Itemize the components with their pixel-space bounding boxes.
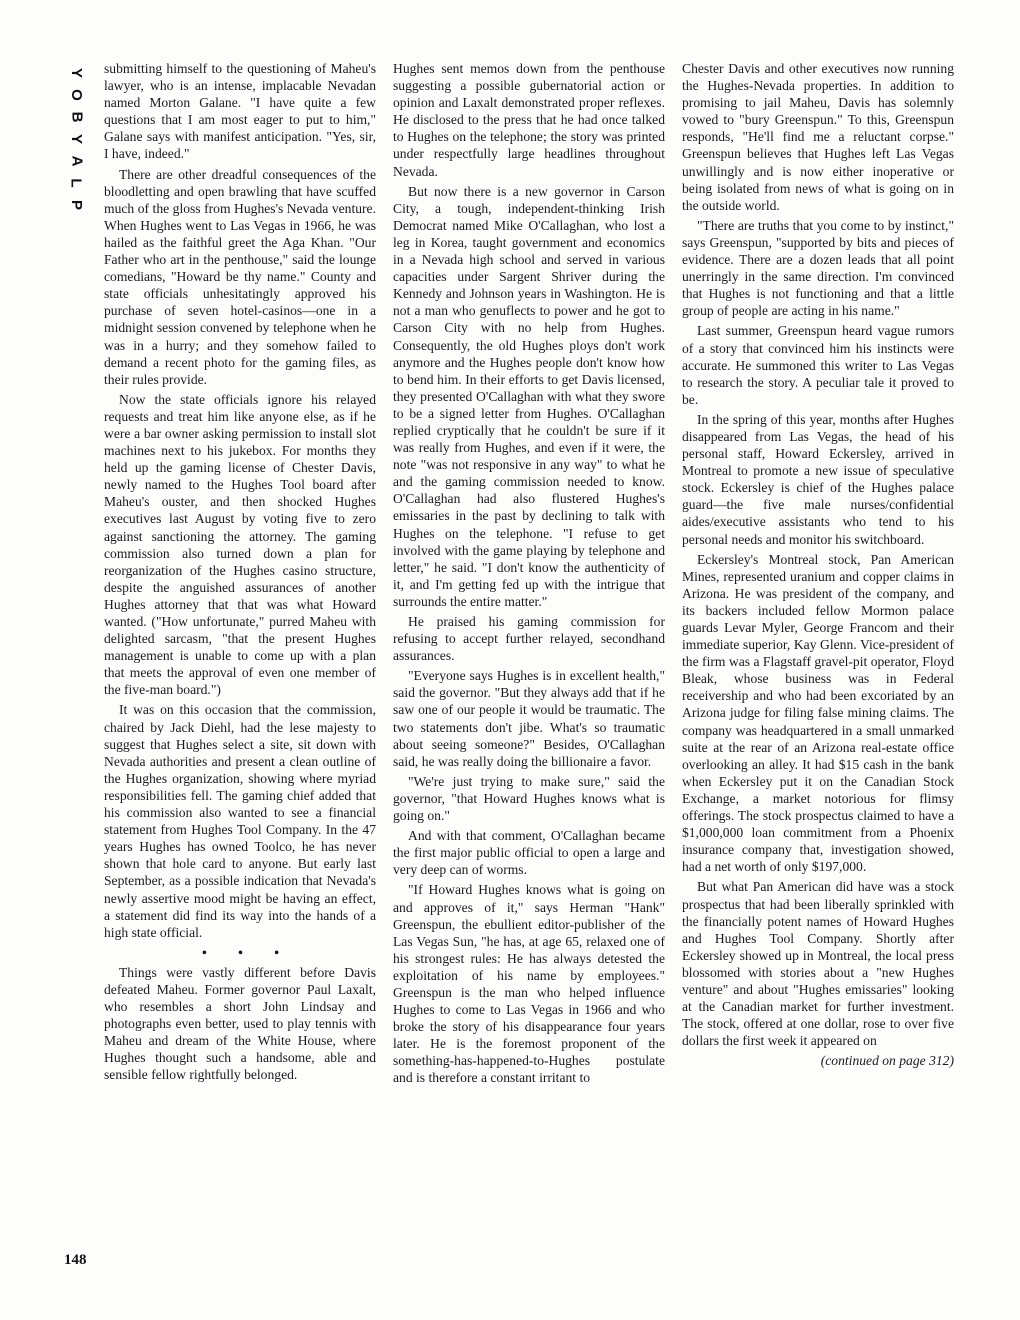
paragraph: But now there is a new governor in Carson City, a tough, independent-thinking Irish Democrat named Mike O'Callaghan, who lost a leg in Korea, taught government and economics in a Nevada high school and served in various capacities under Sargent Shriver during the Kennedy and Johnson years in Washington. He is not a man who genuflects to power and he got to Carson City with no help from Hughes. Consequently, the old Hughes ploys don't work anymore and the Hughes people don't know how to bend him. In their efforts to get Davis licensed, they presented O'Callaghan with what they swore to be a signed letter from Hughes. O'Callaghan replied cryptically that he couldn't be sure if it was really from Hughes, and even if it were, the note "was not responsive in any way" to what he and the gaming commission needed to know. O'Callaghan had also flustered Hughes's emissaries in the past by declining to talk with Hughes on the telephone. "I refuse to get involved with the game playing by telephone and letter," he said. "I don't know the authenticity of it, and I'm getting fed up with the intrigue that surrounds the entire matter.": [393, 183, 665, 609]
article-column-1: [104, 60, 376, 1087]
masthead-letter: O: [67, 89, 85, 101]
article-column-3: [682, 60, 954, 1072]
paragraph: In the spring of this year, months after Hughes disappeared from Las Vegas, the head of his personal staff, Howard Eckersley, arrived in Montreal to promote a new issue of speculative stock. Eckersley is chief of the Hughes palace guard—the five male nurses/confidential aides/executive assistants who tend to his personal needs and monitor his switchboard.: [682, 411, 954, 547]
paragraph: He praised his gaming commission for refusing to accept further relayed, secondhand assurances.: [393, 614, 665, 664]
paragraph: But what Pan American did have was a stock prospectus that had been liberally sprinkled with the financially potent names of Howard Hughes and Hughes Tool Company. Shortly after Eckersley showed up in Montreal, the local press blossomed with stories about a "new Hughes venture" and about "Hughes emissaries" looking at the Canadian market for further investment. The stock, offered at one dollar, rose to over five dollars the first week it appeared on: [682, 879, 954, 1049]
paragraph: "Everyone says Hughes is in excellent health," said the governor. "But they always add that if he saw one of our people it would be traumatic. The two statements don't jibe. What's so traumatic about seeing someone?" Besides, O'Callaghan said, he was really doing the billionaire a favor.: [393, 668, 665, 769]
masthead-letter: Y: [67, 133, 85, 145]
masthead-letter: P: [67, 199, 85, 211]
masthead-letter: A: [68, 155, 85, 167]
page-number: 148: [64, 1252, 87, 1268]
masthead-letter: L: [67, 178, 85, 188]
paragraph: Last summer, Greenspun heard vague rumors of a story that convinced him his instincts were accurate. He summoned this writer to Las Vegas to research the story. A peculiar tale it proved to be.: [682, 323, 954, 407]
paragraph: Things were vastly different before Davis defeated Maheu. Former governor Paul Laxalt, who resembles a short John Lindsay and photographs even better, used to play tennis with Maheu and dream of the White House, where Hughes thought such a handsome, able and sensible fellow rightfully belonged.: [104, 964, 376, 1083]
paragraph: "There are truths that you come to by instinct," says Greenspun, "supported by bits and pieces of evidence. There are a dozen leads that all point unerringly in the same direction. I'm convinced that Hughes is not functioning and that a little group of people are acting in his name.": [682, 217, 954, 319]
paragraph: Hughes sent memos down from the penthouse suggesting a possible gubernatorial action or opinion and Laxalt demonstrated proper reflexes. He disclosed to the press that he had once talked to Hughes on the telephone; the story was printed under respectfully large headlines throughout Nevada.: [393, 61, 665, 179]
continued-note: (continued on page 312): [820, 1053, 954, 1069]
section-separator: • • •: [201, 944, 294, 960]
paragraph: And with that comment, O'Callaghan became the first major public official to open a large and very deep can of worms.: [393, 828, 665, 878]
paragraph: It was on this occasion that the commission, chaired by Jack Diehl, had the lese majesty to suggest that Hughes select a site, sit down with Nevada authorities and present a clean outline of the Hughes organization, showing where myriad responsibilities fell. The gaming chief added that his commission also wanted to see a financial statement from Hughes Tool Company. In the 47 years Hughes has owned Toolco, he has never shown that hole card to anyone. But early last September, as a possible indication that Nevada's newly assertive mood might be having an effect, a statement did find its way into the hands of a high state official.: [104, 702, 376, 940]
masthead-letter: Y: [67, 67, 85, 79]
article-column-2: [393, 60, 665, 1090]
paragraph: submitting himself to the questioning of Maheu's lawyer, who is an intense, implacable Nevadan named Morton Galane. "I have quite a few questions that I am most eager to put to him," Galane says with manifest anticipation. "Yes, sir, I have, indeed.": [104, 61, 376, 162]
paragraph: There are other dreadful consequences of the bloodletting and open brawling that have scuffed much of the gloss from Hughes's Nevada venture. When Hughes went to Las Vegas in 1966, he was hailed as the faithful greet the Aga Khan. "Our Father who art in the penthouse," said the lounge comedians, "Howard be thy name." County and state officials unhesitatingly approved his purchase of seven hotel-casinos—one in a midnight session convened by telephone when he was in a hurry; and they somehow failed to demand a recent photo for the gaming files, as their rules provide.: [104, 166, 376, 387]
masthead-letter: B: [68, 111, 85, 123]
paragraph: "We're just trying to make sure," said the governor, "that Howard Hughes knows what is going on.": [393, 773, 665, 824]
masthead-vertical: [66, 62, 86, 216]
paragraph: Eckersley's Montreal stock, Pan American Mines, represented uranium and copper claims in Arizona. He was president of the company, and its backers included fellow Mormon palace guards Levar Myler, George Francom and their immediate superior, Kay Glenn. Vice-president of the firm was a Flagstaff gravel-pit operator, Floyd Bleak, whose business was in Federal receivership and who had been excoriated by an Arizona judge for filing false mining claims. The company was headquartered in a small unmarked suite at the rear of an Arizona real-estate office overlooking an alley. It had $15 cash in the bank when Eckersley put it on the Canadian Stock Exchange, a market notorious for flimsy offerings. The stock prospectus claimed to have a $1,000,000 loan commitment from a Phoenix insurance company that, investigation showed, had a net worth of only $197,000.: [682, 551, 954, 875]
paragraph: "If Howard Hughes knows what is going on and approves of it," says Herman "Hank" Greenspun, the ebullient editor-publisher of the Las Vegas Sun, "he has, at age 65, relaxed one of his strongest rules: He has always detested the exploitation of his name by employees." Greenspun is the man who helped influence Hughes to come to Las Vegas in 1966 and who broke the story of his disappearance four years later. He is the foremost proponent of the something-has-happened-to-Hughes postulate and is therefore a constant irritant to: [393, 882, 665, 1086]
paragraph: Chester Davis and other executives now running the Hughes-Nevada properties. In addition to promising to jail Maheu, Davis has solemnly vowed to "bury Greenspun." To this, Greenspun responds, "He'll find me a reluctant corpse." Greenspun believes that Hughes left Las Vegas unwillingly and is now either inoperative or being isolated from news of what is going on in the outside world.: [682, 61, 954, 213]
paragraph: Now the state officials ignore his relayed requests and treat him like anyone else, as if he were a bar owner asking permission to install slot machines next to his jukebox. For months they held up the gaming license of Chester Davis, newly named to the Hughes Tool board after Maheu's ouster, and then shocked Hughes executives last August by voting five to zero against sanctioning the attorney. The gaming commission also turned down a plan for reorganization of the Hughes casino structure, despite the anguished assurances of another Hughes attorney that that was what Howard wanted. ("How unfortunate," purred Maheu with delighted sarcasm, "that the present Hughes management is unable to come up with a plan that meets the approval of even one member of the five-man board."): [104, 391, 376, 698]
